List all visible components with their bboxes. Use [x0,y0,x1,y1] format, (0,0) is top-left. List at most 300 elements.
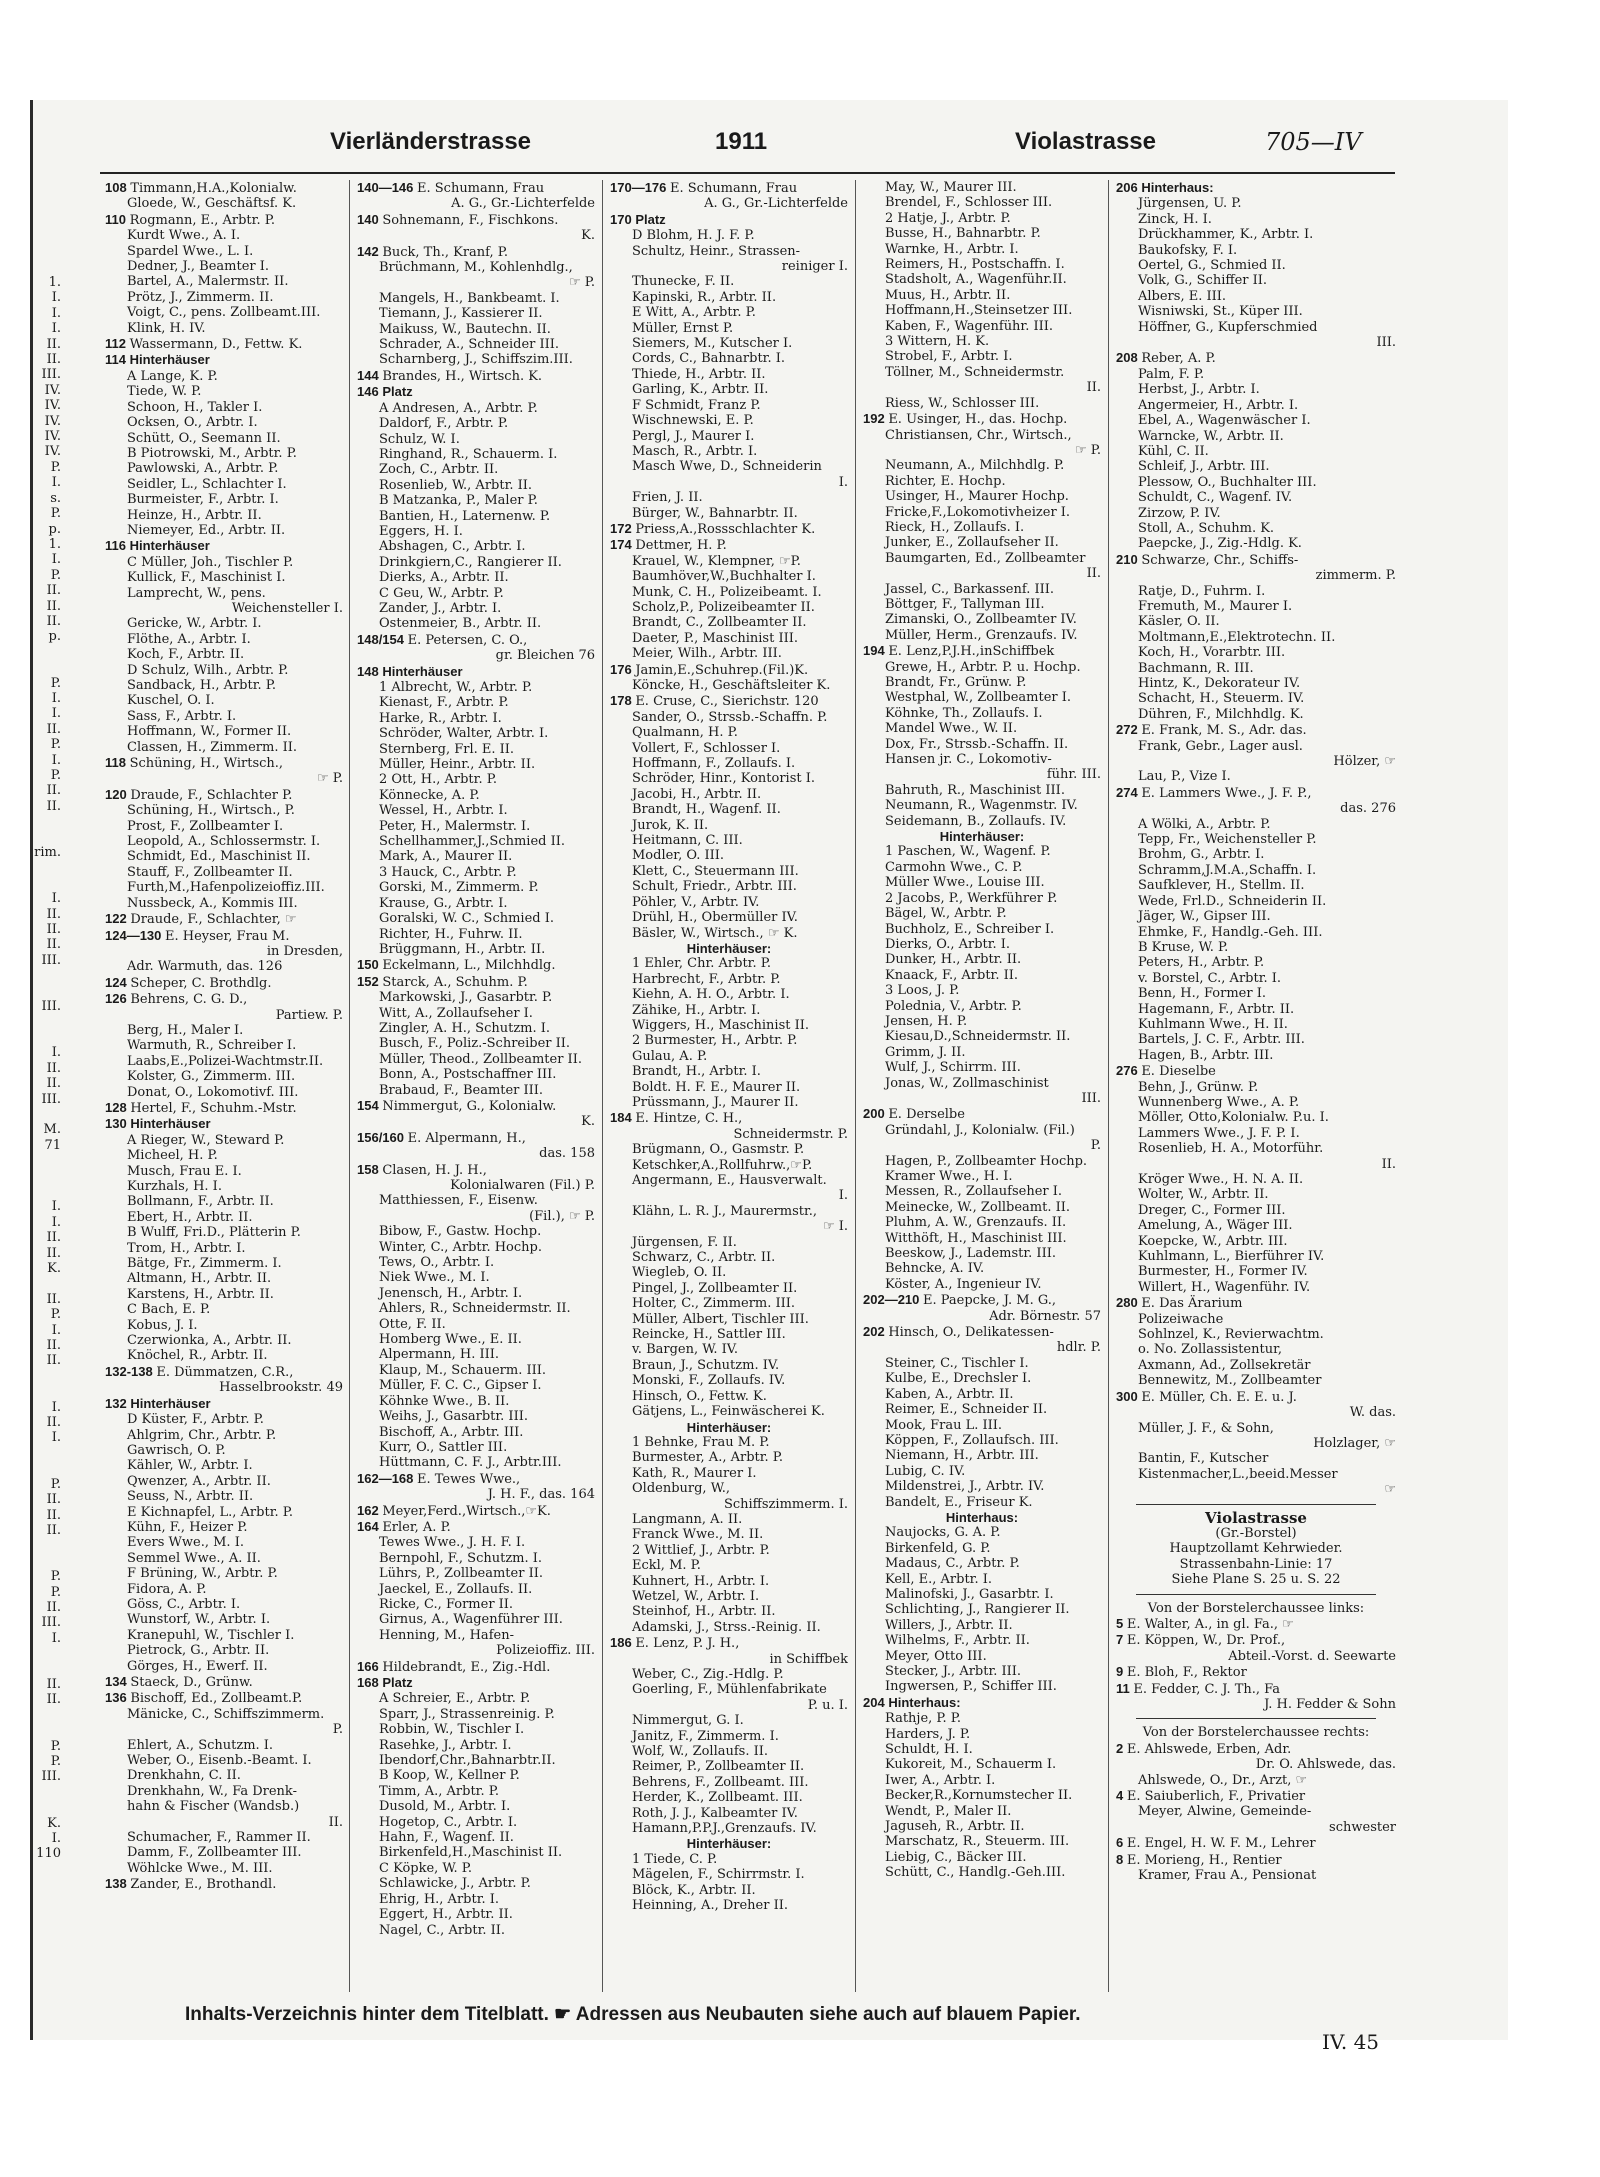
entry-text: Hinterhäuser [129,352,210,368]
resident-entry: hdlr. P. [1056,1340,1101,1356]
resident-entry: Ostenmeier, B., Arbtr. II. [379,616,542,632]
resident-entry: 3 Hauck, C., Arbtr. P. [379,864,517,880]
house-number: 116 [105,538,130,554]
resident-entry: Bandelt, E., Friseur K. [885,1494,1033,1510]
resident-entry: Evers Wwe., M. I. [127,1535,244,1551]
resident-entry: Malinofski, J., Gasarbtr. I. [885,1586,1054,1602]
resident-entry: Madaus, C., Arbtr. P. [885,1556,1020,1572]
resident-entry: Schuldt, C., Wagenf. IV. [1138,490,1293,506]
resident-entry: Grewe, H., Arbtr. P. u. Hochp. [885,659,1081,675]
house-number-entry [357,1659,595,1675]
resident-entry: C Köpke, W. P. [379,1860,473,1876]
margin-fragment: p. [48,629,61,645]
resident-entry: Adr. Warmuth, das. 126 [127,959,283,975]
house-number: 114 [105,352,130,368]
resident-entry: B Wulff, Fri.D., Plätterin P. [127,1225,301,1241]
section-rule [1136,1594,1376,1595]
resident-entry: Wendt, P., Maler II. [885,1803,1012,1819]
resident-entry: Klähn, L. R. J., Maurermstr., [632,1203,818,1219]
house-number: 140 [357,211,383,227]
house-number-entry [1116,1632,1396,1648]
resident-entry: Homberg Wwe., E. II. [379,1332,522,1348]
resident-entry: Klett, C., Steuermann III. [632,863,799,879]
resident-entry: 2 Wittlief, J., Arbtr. P. [632,1542,770,1558]
resident-entry: Benn, H., Former I. [1138,986,1266,1002]
resident-entry: Bachmann, R. III. [1138,660,1254,676]
margin-fragment: P. [50,1569,61,1585]
house-number: 276 [1116,1063,1142,1079]
resident-entry: Langmann, A. II. [632,1511,743,1527]
resident-entry: Kühn, F., Heizer P. [127,1519,248,1535]
resident-entry: Gründahl, J., Kolonialw. (Fil.) [885,1122,1075,1138]
resident-entry: in Dresden, [266,943,343,959]
resident-entry: Görges, H., Ewerf. II. [127,1658,268,1674]
resident-entry: Adr. Börnestr. 57 [989,1308,1101,1324]
resident-entry: Mänicke, C., Schiffszimmerm. [127,1706,325,1722]
entry-text: E. Derselbe [888,1107,965,1123]
house-number-entry [357,384,595,400]
house-number: 202—210 [863,1292,923,1308]
resident-entry: Albers, E. III. [1138,288,1227,304]
house-number: 108 [105,180,131,195]
house-number: 272 [1116,722,1142,738]
margin-fragment [33,660,61,675]
house-number: 152 [357,973,383,989]
resident-entry: Gawrisch, O. P. [127,1442,226,1458]
entry-text: Bischoff, Ed., Zollbeamt.P. [130,1691,303,1707]
resident-entry: Qualmann, H. P. [632,725,738,741]
resident-entry: Hagen, P., Zollbeamter Hochp. [885,1153,1088,1169]
resident-entry: Wolter, W., Arbtr. II. [1138,1187,1269,1203]
resident-entry: Angermann, E., Hausverwalt. [632,1173,827,1188]
house-number: 132-138 [105,1363,157,1379]
house-number-entry [105,1116,343,1132]
margin-fragment [33,830,61,845]
resident-entry: Heinze, H., Arbtr. II. [127,507,262,523]
margin-fragment: II. [46,937,61,953]
house-number-entry [357,664,595,680]
resident-entry: Weichensteller I. [231,600,343,616]
resident-entry: führ. III. [1046,767,1101,783]
resident-entry: B Matzanka, P., Maler P. [379,493,538,509]
resident-entry: Winter, C., Arbtr. Hochp. [379,1239,542,1255]
resident-entry: Kuhnert, H., Arbtr. I. [632,1573,770,1589]
margin-fragment [33,814,61,829]
resident-entry: Sander, O., Strssb.-Schaffn. P. [632,709,828,725]
section-rule [1136,1718,1376,1719]
resident-entry: Schlawicke, J., Arbtr. P. [379,1876,531,1892]
entry-text: E. Müller, Ch. E. E. u. J. [1141,1389,1297,1405]
resident-entry: Hauptzollamt Kehrwieder. [1169,1541,1343,1557]
resident-entry: Jensen, H. P. [885,1013,968,1029]
header-page-number: 705—IV [1265,128,1362,156]
margin-fragment: 1. [48,275,61,290]
entry-text: Schwarze, Chr., Schiffs- [1141,552,1299,568]
resident-entry: A. G., Gr.-Lichterfelde [451,196,595,212]
resident-entry: Willers, J., Arbtr. II. [885,1617,1013,1633]
resident-entry: Roth, J. J., Kalbeamter IV. [632,1805,798,1821]
resident-entry: Garling, K., Arbtr. II. [632,382,769,398]
resident-entry: Ocksen, O., Arbtr. I. [127,415,258,431]
margin-fragment: I. [51,1630,61,1646]
resident-entry: Kuhlmann, L., Bierführer IV. [1138,1249,1325,1265]
margin-fragment: II. [46,1492,61,1508]
margin-fragment [33,1153,61,1168]
house-number: 300 [1116,1388,1142,1404]
house-number: 194 [863,643,889,659]
house-number: 168 [357,1675,383,1690]
margin-fragment: I. [51,891,61,907]
house-number: 172 [610,520,636,536]
resident-entry: Kurr, O., Sattler III. [379,1439,508,1455]
entry-text: Staeck, D., Grünw. [130,1675,253,1690]
resident-entry: Jenensch, H., Arbtr. I. [379,1285,523,1301]
margin-fragment: P. [50,675,61,691]
resident-entry: Masch Wwe, D., Schneiderin [632,459,822,475]
resident-entry: Seidemann, B., Zollaufs. IV. [885,813,1067,829]
house-number-entry [105,1364,343,1380]
resident-entry: ☞ I. [822,1219,848,1235]
resident-entry: Höffner, G., Kupferschmied [1138,319,1318,335]
resident-entry: Czerwionka, A., Arbtr. II. [127,1333,292,1349]
resident-entry: Reimer, P., Zollbeamter II. [632,1759,805,1775]
house-number-entry [863,1106,1101,1122]
resident-entry: Schumacher, F., Rammer II. [127,1830,311,1846]
resident-entry: Seidler, L., Schlachter I. [127,476,287,492]
margin-fragment [33,984,61,999]
house-number: 120 [105,786,131,802]
entry-text: E. Tewes Wwe., [417,1471,521,1487]
resident-entry: Saufklever, H., Stellm. II. [1138,878,1305,894]
house-number: 150 [357,957,383,973]
margin-fragment: I. [51,706,61,722]
resident-entry: Holzlager, ☞ [1313,1435,1396,1451]
house-number-entry [1116,1664,1396,1680]
entry-text: E. Morieng, H., Rentier [1126,1852,1282,1868]
entry-text: Jamin,E.,Schuhrep.(Fil.)K. [635,662,809,678]
margin-fragment: IV. [44,444,61,460]
page-header [330,128,1390,168]
resident-entry: Classen, H., Zimmerm. II. [127,739,298,755]
resident-entry: Ibendorf,Chr.,Bahnarbtr.II. [379,1753,556,1769]
resident-entry: Flöthe, A., Arbtr. I. [127,631,251,647]
resident-entry: Sternberg, Frl. E. II. [379,741,515,757]
resident-entry: Herder, K., Zollbeamt. III. [632,1790,803,1806]
entry-text: E. Bloh, F., Rektor [1126,1665,1247,1681]
resident-entry: Girnus, A., Wagenführer III. [379,1612,563,1628]
resident-entry: Oertel, G., Schmied II. [1138,258,1286,274]
resident-entry: Krauel, W., Klempner, ☞P. [632,553,801,569]
resident-entry: Drückhammer, K., Arbtr. I. [1138,227,1314,243]
resident-entry: Witt, A., Zollaufseher I. [379,1005,533,1021]
margin-fragment: II. [46,1291,61,1307]
margin-fragment: P. [50,1476,61,1492]
resident-entry: Polednia, V., Arbtr. P. [885,998,1022,1014]
resident-entry: I. [838,1188,848,1204]
entry-text: Platz [382,384,413,400]
entry-text: Zander, E., Brothandl. [130,1877,277,1893]
house-number: 124—130 [105,927,165,943]
resident-entry: Wunstorf, W., Arbtr. I. [127,1612,271,1628]
resident-entry: Schramm,J.M.A.,Schaffn. I. [1138,862,1317,878]
resident-entry: Jacobi, H., Arbtr. II. [632,786,762,802]
resident-entry: Busse, H., Bahnarbtr. P. [885,226,1041,242]
resident-entry: Drühl, H., Obermüller IV. [632,910,798,926]
resident-entry: Hinterhäuser: [686,940,772,956]
resident-entry: Schneidermstr. P. [733,1126,848,1142]
house-number: 9 [1116,1664,1127,1680]
resident-entry: Sohlnzel, K., Revierwachtm. [1138,1327,1324,1343]
resident-entry: Hagen, B., Arbtr. III. [1138,1047,1274,1063]
resident-entry: Wolf, W., Zollaufs. II. [632,1744,769,1760]
resident-entry: Palm, F. P. [1138,366,1205,382]
resident-entry: Partiew. P. [275,1007,343,1023]
house-number-entry [1116,1788,1396,1804]
margin-fragment: II. [46,1415,61,1431]
resident-entry: Göss, C., Arbtr. I. [127,1596,241,1612]
resident-entry: Berg, H., Maler I. [127,1022,244,1038]
margin-fragment: K. [47,1261,61,1276]
margin-fragment [33,1723,61,1738]
resident-entry: Müller, Ernst P. [632,320,734,336]
entry-text: E. Frank, M. S., Adr. das. [1141,723,1307,739]
entry-text: Brandes, H., Wirtsch. K. [382,368,543,384]
resident-entry: Becker,R.,Kornumstecher II. [885,1788,1073,1804]
address-column-5 [1116,180,1396,1992]
resident-entry: Axmann, Ad., Zollsekretär [1138,1357,1311,1373]
resident-entry: Kath, R., Maurer I. [632,1465,757,1481]
resident-entry: Dreger, C., Former III. [1138,1202,1286,1218]
resident-entry: Jürgensen, U. P. [1138,196,1242,212]
entry-text: Hinterhaus: [1141,180,1214,195]
resident-entry: Schoon, H., Takler I. [127,399,263,415]
house-number-entry [105,755,343,771]
resident-entry: Qwenzer, A., Arbtr. II. [127,1473,271,1489]
house-number-entry [357,244,595,260]
resident-entry: Stecker, J., Arbtr. III. [885,1664,1022,1679]
resident-entry: Brüchmann, M., Kohlenhdlg., [379,260,573,276]
margin-fragment: I. [51,752,61,768]
resident-entry: Matthiessen, F., Eisenw. [379,1193,538,1209]
resident-entry: Grimm, J. II. [885,1044,966,1060]
resident-entry: Wischnewski, E. P. [632,413,754,429]
address-column-4 [863,180,1101,1992]
resident-entry: Buchholz, E., Schreiber I. [885,921,1055,937]
entry-text: Eckelmann, L., Milchhdlg. [382,958,556,974]
resident-entry: Köster, A., Ingenieur IV. [885,1276,1042,1292]
margin-fragment: I. [51,690,61,706]
house-number-entry [357,1519,595,1535]
margin-fragment: P. [50,1584,61,1600]
house-number-entry [610,1635,848,1651]
resident-entry: Müller, J. F., & Sohn, [1138,1420,1274,1436]
resident-entry: Blöck, K., Arbtr. II. [632,1882,756,1898]
column-divider [855,180,856,1992]
margin-fragment [33,1030,61,1045]
margin-fragment: I. [51,1214,61,1230]
house-number: 128 [105,1099,131,1115]
entry-text: E. Dümmatzen, C.R., [156,1364,294,1380]
resident-entry: 2 Hatje, J., Arbtr. P. [885,210,1011,226]
resident-entry: (Gr.-Borstel) [1215,1525,1297,1541]
resident-entry: Hüttmann, C. F. J., Arbtr.III. [379,1455,562,1471]
margin-fragment: II. [46,1245,61,1261]
house-number-entry [1116,1835,1396,1851]
resident-entry: Munk, C. H., Polizeibeamt. I. [632,584,822,600]
resident-entry: Ehrig, H., Arbtr. I. [379,1891,500,1907]
margin-fragment [33,1646,61,1661]
resident-entry: Knaack, F., Arbtr. II. [885,967,1019,983]
margin-fragment: II. [46,721,61,737]
resident-entry: Bollmann, F., Arbtr. II. [127,1194,274,1210]
margin-fragment: I. [51,552,61,568]
resident-entry: Brendel, F., Schlosser III. [885,195,1053,211]
entry-text: Hinterhäuser [130,1116,211,1132]
resident-entry: Dox, Fr., Strssb.-Schaffn. II. [885,736,1069,752]
margin-fragment [33,645,61,660]
resident-entry: Ahlgrim, Chr., Arbtr. P. [127,1427,277,1443]
house-number: 130 [105,1116,131,1132]
house-number: 5 [1116,1615,1127,1631]
entry-text: E. Alpermann, H., [407,1130,526,1146]
resident-entry: Zähike, H., Arbtr. I. [632,1002,761,1018]
resident-entry: Furth,M.,Hafenpolizeioffiz.III. [127,880,325,896]
resident-entry: Kühl, C. II. [1138,443,1209,459]
entry-text: Draude, F., Schlachter P. [130,787,293,803]
margin-fragment [33,1662,61,1677]
margin-fragment [33,1446,61,1461]
resident-entry: Prüssmann, J., Maurer II. [632,1094,799,1110]
resident-entry: Meyer, Alwine, Gemeinde- [1138,1804,1312,1820]
resident-entry: Witthöft, H., Maschinist III. [885,1230,1067,1246]
resident-entry: Alpermann, H. III. [379,1347,500,1363]
resident-entry: Pietrock, G., Arbtr. II. [127,1643,270,1659]
resident-entry: Köhnke, Th., Zollaufs. I. [885,705,1043,721]
resident-entry: P. [1090,1138,1101,1154]
resident-entry: Gericke, W., Arbtr. I. [127,616,262,632]
resident-entry: Hoffmann, F., Zollaufs. I. [632,756,796,772]
margin-fragment: III. [41,1615,61,1631]
margin-fragment [33,1184,61,1199]
margin-fragment [33,876,61,891]
resident-entry: Zirzow, P. IV. [1138,505,1221,521]
resident-entry: Brohm, G., Arbtr. I. [1138,847,1265,863]
resident-entry: Hinterhaus: [945,1509,1019,1525]
resident-entry: Siemers, M., Kutscher I. [632,336,793,352]
house-number-entry [357,1675,595,1691]
resident-entry: Voigt, C., pens. Zollbeamt.III. [127,305,321,321]
resident-entry: P. u. I. [807,1697,848,1713]
entry-text: Priess,A.,Rossschlachter K. [635,521,816,537]
resident-entry: Willert, H., Wagenführ. IV. [1138,1279,1311,1295]
margin-fragment: III. [41,367,61,383]
resident-entry: ☞ P. [568,275,595,291]
resident-entry: Könnecke, A. P. [379,787,480,803]
resident-entry: Goralski, W. C., Schmied I. [379,911,554,927]
resident-entry: Eggert, H., Arbtr. II. [379,1907,513,1923]
resident-entry: Böttger, F., Tallyman III. [885,596,1045,612]
resident-entry: May, W., Maurer III. [885,180,1017,195]
entry-text: Hinterhäuser [129,538,210,554]
margin-fragment [33,1369,61,1384]
resident-entry: Niemann, H., Arbtr. III. [885,1448,1039,1464]
entry-text: E. Usinger, H., das. Hochp. [888,412,1068,428]
resident-entry: Klink, H. IV. [127,320,206,336]
margin-fragment [33,1384,61,1399]
entry-text: Hildebrandt, E., Zig.-Hdl. [382,1659,551,1675]
margin-fragment: I. [51,475,61,491]
house-number-entry [105,787,343,803]
house-number-entry [610,693,848,709]
resident-entry: III. [1376,335,1396,351]
resident-entry: Bartel, A., Malermstr. II. [127,274,289,290]
resident-entry: Meyer, Otto III. [885,1648,987,1664]
house-number-entry [1116,180,1396,196]
margin-fragment: K. [47,1815,61,1831]
resident-entry: Boldt. H. F. E., Maurer II. [632,1079,801,1095]
resident-entry: Kapinski, R., Arbtr. II. [632,289,777,305]
margin-fragment: II. [46,336,61,352]
entry-text: Scheper, C. Brothdlg. [130,975,272,991]
resident-entry: Altmann, H., Arbtr. II. [127,1271,272,1287]
house-number: 6 [1116,1835,1127,1851]
resident-entry: C Geu, W., Arbtr. P. [379,585,504,601]
resident-entry: Mildenstrei, J., Arbtr. IV. [885,1479,1045,1495]
resident-entry: Kiesau,D.,Schneidermstr. II. [885,1029,1071,1045]
resident-entry: Zoch, C., Arbtr. II. [379,462,499,478]
column-divider [602,180,603,1992]
house-number-entry [610,180,848,196]
street-section-title: Violastrasse [1205,1510,1307,1526]
resident-entry: Schüning, H., Wirtsch., P. [127,803,295,819]
resident-entry: Kurzhals, H. I. [127,1179,222,1194]
resident-entry: zimmerm. P. [1315,568,1396,584]
entry-text: E. Lenz, P. J. H., [635,1636,740,1652]
resident-entry: Wede, Frl.D., Schneiderin II. [1138,893,1327,909]
resident-entry: Brandt, Fr., Grünw. P. [885,675,1027,690]
resident-entry: Volk, G., Schiffer II. [1138,273,1268,289]
margin-fragment: II. [46,1522,61,1538]
house-number: 134 [105,1674,131,1689]
resident-entry: Jonas, W., Zollmaschinist [885,1075,1049,1091]
resident-entry: Mook, Frau L. III. [885,1417,1003,1433]
resident-entry: Kröger Wwe., H. N. A. II. [1138,1172,1304,1187]
resident-entry: Niemeyer, Ed., Arbtr. II. [127,522,286,538]
resident-entry: Busch, F., Poliz.-Schreiber II. [379,1036,571,1052]
house-number: 156/160 [357,1129,408,1145]
resident-entry: Töllner, M., Schneidermstr. [885,364,1065,380]
house-number-entry [105,180,343,196]
resident-entry: Vollert, F., Schlosser I. [632,740,781,756]
resident-entry: Birkenfeld, G. P. [885,1540,991,1556]
entry-text: E. Paepcke, J. M. G., [923,1293,1057,1309]
house-number-entry [610,537,848,553]
resident-entry: Von der Borstelerchaussee links: [1147,1600,1365,1616]
resident-entry: Ebel, A., Wagenwäscher I. [1138,413,1311,429]
resident-entry: Drenkhahn, W., Fa Drenk- [127,1783,297,1799]
resident-entry: Jassel, C., Barkassenf. III. [885,581,1055,597]
resident-entry: Hinterhäuser: [686,1419,772,1435]
resident-entry: Henning, M., Hafen- [379,1627,514,1643]
resident-entry: Mangels, H., Bankbeamt. I. [379,290,560,306]
house-number: 118 [105,755,130,771]
house-number: 174 [610,537,636,553]
house-number: 192 [863,411,889,427]
resident-entry: Hansen jr. C., Lokomotiv- [885,752,1052,768]
resident-entry: Dierks, O., Arbtr. I. [885,936,1011,952]
house-number: 204 [863,1694,889,1710]
resident-entry: Timm, A., Arbtr. P. [379,1783,499,1799]
